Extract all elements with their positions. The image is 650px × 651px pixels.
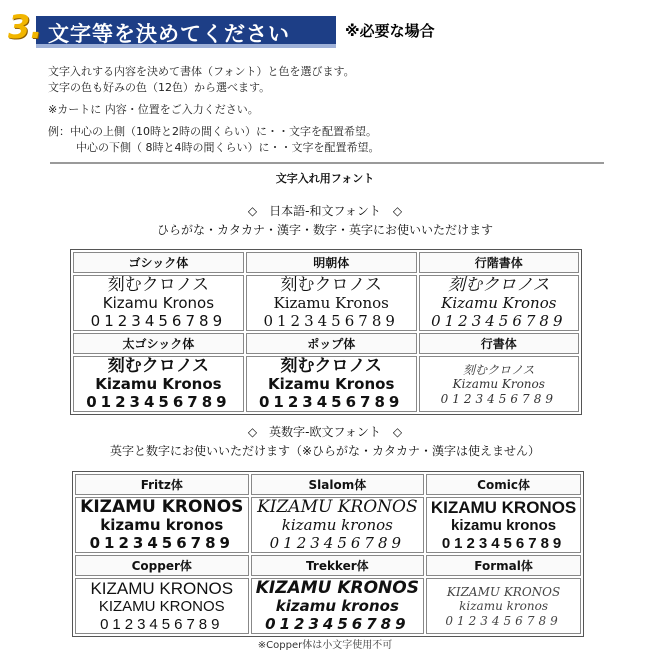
- step-number: 3.: [8, 8, 43, 46]
- required-note: ※必要な場合: [345, 22, 435, 40]
- sample-digits: 0123456789: [100, 616, 224, 633]
- sample-kana: 刻むクロノス: [107, 356, 210, 376]
- sample-kana: 刻むクロノス: [280, 275, 382, 295]
- page-title: 文字等を決めてください: [48, 22, 290, 46]
- font-name-trekker: Trekker体: [251, 555, 425, 576]
- sample-latin: Kizamu Kronos: [95, 375, 222, 393]
- english-font-table: [72, 471, 584, 637]
- sample-latin: Kizamu Kronos: [273, 294, 389, 312]
- sample-digits: 0123456789: [431, 312, 567, 330]
- font-sample-gothic: [73, 275, 244, 331]
- sample-latin: Kizamu Kronos: [452, 376, 545, 391]
- sample-digits: 0123456789: [86, 393, 231, 411]
- font-sample-comic: [426, 497, 581, 553]
- font-name-pop: ポップ体: [246, 333, 417, 354]
- font-name-mincho: 明朝体: [246, 252, 417, 273]
- font-name-futo-gothic: 太ゴシック体: [73, 333, 244, 354]
- font-sample-gyokaisho: [419, 275, 579, 331]
- font-name-comic: Comic体: [426, 474, 581, 495]
- sample-kana: 刻むクロノス: [463, 362, 535, 377]
- sample-lower: kizamu kronos: [459, 598, 548, 613]
- english-description: 英字と数字にお使いいただけます（※ひらがな・カタカナ・漢字は使えません）: [109, 444, 541, 458]
- english-heading: ◇ 英数字-欧文フォント ◇: [247, 425, 403, 439]
- font-sample-pop: [246, 356, 417, 412]
- font-sample-slalom: [251, 497, 425, 553]
- sample-upper: KIZAMU KRONOS: [430, 498, 577, 517]
- instruction-line: ※カートに 内容・位置をご入力ください。: [48, 103, 259, 116]
- sample-digits: 0123456789: [445, 613, 562, 628]
- sample-digits: 0123456789: [265, 615, 410, 633]
- font-sample-fritz: [75, 497, 249, 553]
- sample-digits: 0123456789: [90, 312, 227, 330]
- font-name-gyokaisho: 行階書体: [419, 252, 579, 273]
- font-sample-formal: [426, 578, 581, 634]
- sample-lower: kizamu kronos: [275, 597, 399, 615]
- sample-lower: kizamu kronos: [100, 516, 224, 534]
- divider: [50, 162, 604, 164]
- font-sample-mincho: [246, 275, 417, 331]
- instruction-line: 文字入れする内容を決めて書体（フォント）と色を選びます。: [48, 65, 355, 78]
- font-name-gothic: ゴシック体: [73, 252, 244, 273]
- sample-upper: KIZAMU KRONOS: [257, 497, 418, 517]
- sample-digits: 0123456789: [440, 391, 557, 406]
- sample-digits: 0123456789: [259, 393, 404, 411]
- japanese-heading: ◇ 日本語-和文フォント ◇: [247, 204, 403, 218]
- font-sample-futo-gothic: [73, 356, 244, 412]
- instruction-line: 中心の下側（ 8時と4時の間くらい）に・・文字を配置希望。: [76, 141, 380, 154]
- instruction-line: 例：中心の上側（10時と2時の間くらい）に・・文字を配置希望。: [48, 125, 377, 138]
- section-title: 文字入れ用フォント: [275, 172, 375, 185]
- sample-upper: KIZAMU KRONOS: [80, 497, 244, 517]
- japanese-font-table: [70, 249, 582, 415]
- sample-latin: Kizamu Kronos: [102, 294, 215, 312]
- sample-kana: 刻むクロノス: [280, 356, 382, 376]
- sample-upper: KIZAMU KRONOS: [446, 584, 561, 599]
- font-name-copper: Copper体: [75, 555, 249, 576]
- sample-latin: Kizamu Kronos: [268, 375, 395, 393]
- sample-digits: 0123456789: [269, 534, 406, 552]
- font-name-gyosho: 行書体: [419, 333, 579, 354]
- sample-upper: KIZAMU KRONOS: [90, 579, 234, 598]
- font-sample-trekker: [251, 578, 425, 634]
- japanese-description: ひらがな・カタカナ・漢字・数字・英字にお使いいただけます: [156, 223, 493, 237]
- sample-upper: KIZAMU KRONOS: [255, 578, 419, 598]
- sample-latin: Kizamu Kronos: [441, 294, 557, 312]
- sample-lower: kizamu kronos: [281, 516, 393, 534]
- instructions: [48, 64, 380, 156]
- font-name-formal: Formal体: [426, 555, 581, 576]
- sample-kana: 刻むクロノス: [448, 275, 550, 295]
- sample-kana: 刻むクロノス: [107, 275, 210, 295]
- font-sample-copper: [75, 578, 249, 634]
- sample-digits: 0123456789: [263, 312, 399, 330]
- font-sample-gyosho: [419, 356, 579, 412]
- sample-digits: 0123456789: [89, 534, 234, 552]
- font-name-fritz: Fritz体: [75, 474, 249, 495]
- sample-lower: KIZAMU KRONOS: [98, 598, 225, 615]
- instruction-line: 文字の色も好みの色（12色）から選べます。: [48, 81, 271, 94]
- sample-digits: 0123456789: [441, 535, 566, 552]
- footnote: ※Copper体は小文字使用不可: [257, 640, 393, 651]
- sample-lower: kizamu kronos: [451, 517, 557, 534]
- font-name-slalom: Slalom体: [251, 474, 425, 495]
